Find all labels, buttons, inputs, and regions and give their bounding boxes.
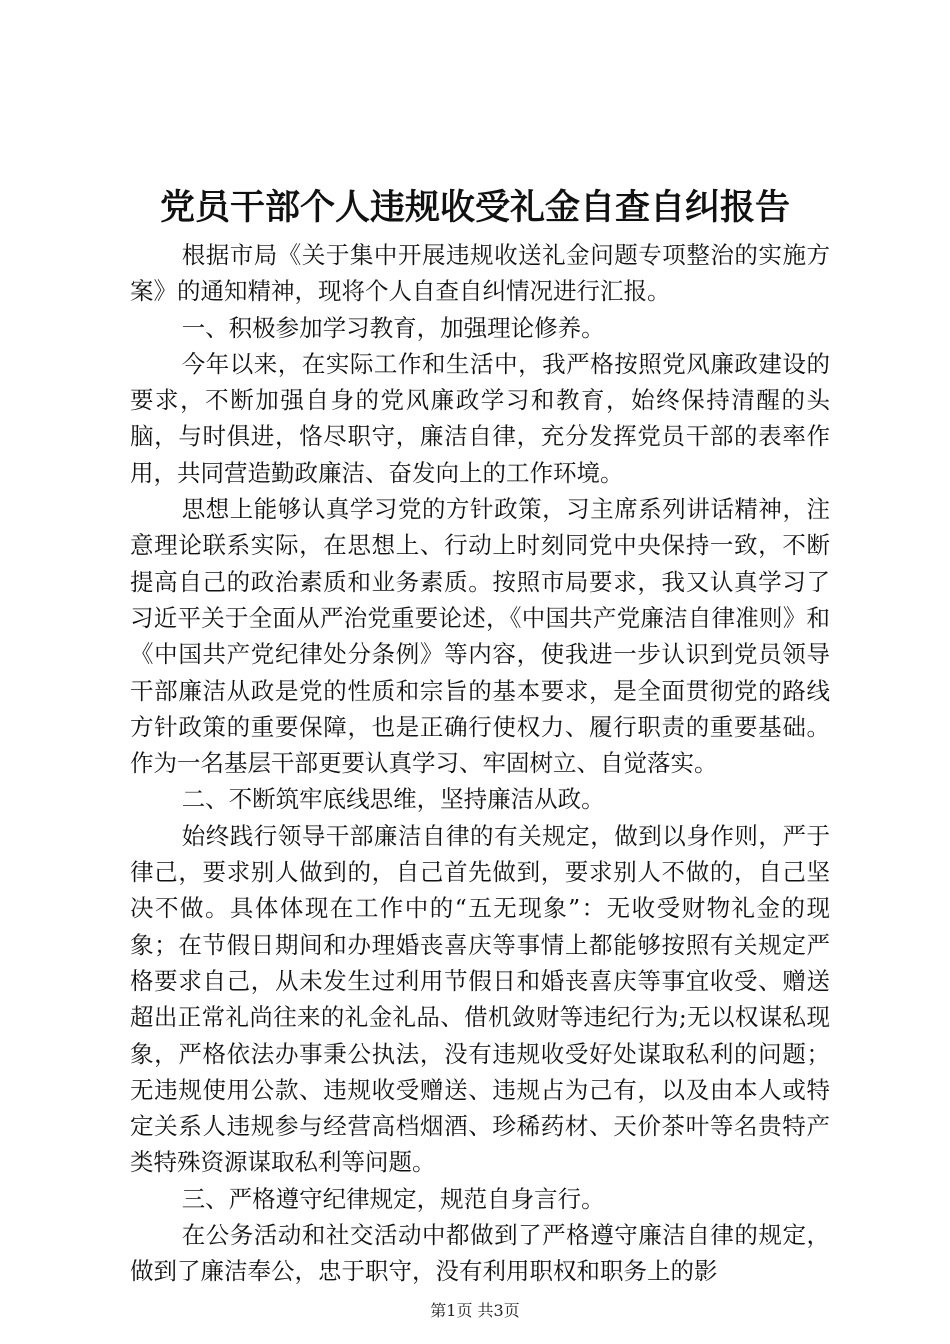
document-title: 党员干部个人违规收受礼金自查自纠报告 [159, 187, 790, 228]
paragraph-3a: 在公务活动和社交活动中都做到了严格遵守廉洁自律的规定，做到了廉洁奉公，忠于职守，没有利用职权和职务上的影 [130, 1221, 830, 1286]
section-heading-3: 三、严格遵守纪律规定，规范自身言行。 [181, 1184, 605, 1213]
paragraph-1a: 今年以来，在实际工作和生活中，我严格按照党风廉政建设的要求，不断加强自身的党风廉政学习和教育，始终保持清醒的头脑，与时俱进，恪尽职守，廉洁自律，充分发挥党员干部的表率作用，共同营造勤政廉洁、奋发向上的工作环境。 [130, 349, 830, 487]
section-heading-1: 一、积极参加学习教育，加强理论修养。 [181, 313, 605, 342]
page-number-footer: 第1页 共3页 [430, 1301, 520, 1320]
document-body [130, 237, 830, 1290]
section-heading-2: 二、不断筑牢底线思维，坚持廉洁从政。 [181, 785, 605, 814]
paragraph-2a: 始终践行领导干部廉洁自律的有关规定，做到以身作则，严于律己，要求别人做到的，自己首先做到，要求别人不做的，自己坚决不做。具体体现在工作中的“五无现象”：无收受财物礼金的现象；在节假日期间和办理婚丧喜庆等事情上都能够按照有关规定严格要求自己，从未发生过利用节假日和婚丧喜庆等事宜收受、赠送超出正常礼尚往来的礼金礼品、借机敛财等违纪行为;无以权谋私现象，严格依法办事秉公执法，没有违规收受好处谋取私利的问题；无违规使用公款、违规收受赠送、违规占为己有，以及由本人或特定关系人违规参与经营高档烟酒、珍稀药材、天价茶叶等名贵特产类特殊资源谋取私利等问题。 [130, 821, 830, 1177]
paragraph-1b: 思想上能够认真学习党的方针政策，习主席系列讲话精神，注意理论联系实际，在思想上、行动上时刻同党中央保持一致，不断提高自己的政治素质和业务素质。按照市局要求，我又认真学习了习近平关于全面从严治党重要论述，《中国共产党廉洁自律准则》和《中国共产党纪律处分条例》等内容，使我进一步认识到党员领导干部廉洁从政是党的性质和宗旨的基本要求，是全面贯彻党的路线方针政策的重要保障，也是正确行使权力、履行职责的重要基础。作为一名基层干部更要认真学习、牢固树立、自觉落实。 [130, 495, 830, 778]
paragraph-intro: 根据市局《关于集中开展违规收送礼金问题专项整治的实施方案》的通知精神，现将个人自查自纠情况进行汇报。 [130, 241, 830, 306]
